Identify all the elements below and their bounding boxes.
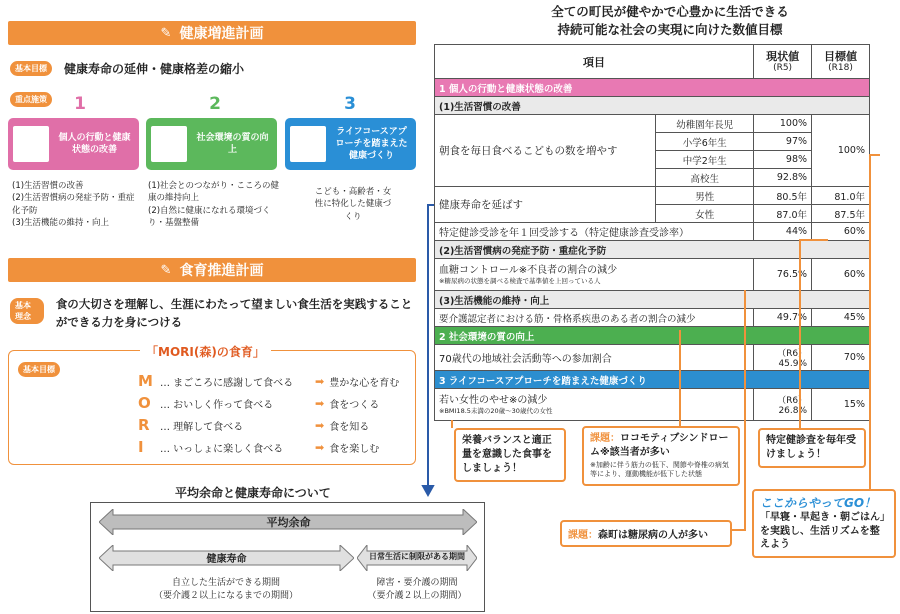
- target-cell: 60%: [812, 223, 870, 241]
- health-plan-title: 健康増進計画: [179, 26, 264, 42]
- philosophy-row: [10, 296, 415, 332]
- life-ext-item: 健康寿命を延ばす: [435, 187, 656, 223]
- mori-text: … おいしく作って食べる: [160, 399, 274, 411]
- pencil-icon: ✎: [160, 25, 172, 41]
- table-heading: [470, 3, 870, 39]
- sugar-item: [435, 259, 754, 291]
- kadai-label: 課題：: [590, 433, 620, 444]
- healthy-desc: [111, 577, 341, 603]
- table-row: [435, 309, 870, 327]
- mori-letter: R: [138, 416, 150, 434]
- focus-list-item: (2)自然に健康になれる環境づくり・基盤整備: [148, 205, 271, 228]
- section-2-row: 2 社会環境の質の向上: [435, 327, 870, 345]
- current-cell: 87.0年: [754, 205, 812, 223]
- philosophy-text: 食の大切さを理解し、生涯にわたって望ましい食生活を実践することができる力を身につける: [55, 297, 413, 329]
- philosophy-tag: 基本理念: [10, 298, 44, 324]
- focus-list-item: (1)社会とのつながり・こころの健康の維持向上: [148, 181, 280, 204]
- current-cell: 76.5%: [754, 259, 812, 291]
- pencil-icon: ✎: [160, 262, 172, 278]
- healthy-life-label: 健康寿命: [206, 554, 247, 565]
- current-cell: 98%: [754, 151, 812, 169]
- thin-text: 若い女性のやせ※の減少: [439, 394, 548, 406]
- sugar-note: ※糖尿病の状態を調べる検査で基準値を上回っている人: [439, 276, 601, 285]
- section-1-row: 1 個人の行動と健康状態の改善: [435, 79, 870, 97]
- focus-image-3: [290, 126, 326, 162]
- target-cell: 45%: [812, 309, 870, 327]
- current-cell: 80.5年: [754, 187, 812, 205]
- focus-label-2: 社会環境の質の向上: [196, 132, 269, 155]
- grade-cell: 高校生: [656, 169, 754, 187]
- focus-label-3: ライフコースアプローチを踏まえた健康づくり: [335, 126, 408, 162]
- focus-list-item: こども・高齢者・女性に特化した健康づくり: [314, 187, 392, 222]
- health-plan-banner: [8, 21, 416, 45]
- table-header-row: [435, 45, 870, 79]
- focus-list-item: (1)生活習慣の改善: [12, 181, 84, 191]
- locomo-note: ※加齢に伴う筋力の低下、関節や脊椎の病気等により、運動機能が低下した状態: [590, 461, 729, 479]
- mori-text: … 理解して食べる: [160, 421, 244, 433]
- go-text: 「早寝・早起き・朝ごはん」を実践し、生活リズムを整えよう: [760, 512, 885, 551]
- header-item: 項目: [435, 45, 754, 79]
- locomo-text: ロコモティブシンドローム※該当者が多い: [590, 433, 729, 458]
- arrow-right-icon: ➡: [315, 374, 325, 388]
- target-cell: 87.5年: [812, 205, 870, 223]
- focus-num-2: 2: [209, 94, 221, 114]
- thin-item: [435, 389, 754, 421]
- kadai-label: 課題：: [568, 530, 598, 541]
- diabetes-text: 森町は糖尿病の人が多い: [598, 530, 708, 541]
- focus-list-item: (2)生活習慣病の発症予防・重症化予防: [12, 193, 135, 216]
- mori-row-o: [138, 392, 408, 414]
- limited-desc-line1: 障害・要介護の期間: [376, 578, 458, 588]
- sugar-text: 血糖コントロール※不良者の割合の減少: [439, 264, 618, 276]
- focus-list-item: (3)生活機能の維持・向上: [12, 217, 110, 228]
- header-current-label: 現状値: [766, 49, 800, 63]
- header-current: [754, 45, 812, 79]
- focus-list-1: [12, 180, 142, 229]
- header-target: [812, 45, 870, 79]
- grade-cell: 小学6年生: [656, 133, 754, 151]
- current-cell: 100%: [754, 115, 812, 133]
- table-heading-line1: 全ての町民が健やかで心豊かに生活できる: [551, 4, 789, 19]
- avg-life-label: 平均余命: [266, 516, 311, 529]
- limited-desc: [353, 577, 481, 603]
- table-row: [435, 345, 870, 371]
- mori-list: [138, 370, 408, 458]
- current-cell: 97%: [754, 133, 812, 151]
- table-row: [435, 115, 870, 133]
- mori-tag-wrap: [18, 362, 60, 377]
- focus-num-3: 3: [344, 94, 356, 114]
- go-callout: [752, 489, 896, 558]
- health-goal-row: [10, 60, 244, 77]
- focus-tag: 重点施策: [10, 92, 52, 107]
- current-cell: 92.8%: [754, 169, 812, 187]
- subsection-1c-row: (3)生活機能の維持・向上: [435, 291, 870, 309]
- sex-cell: 男性: [656, 187, 754, 205]
- mori-text: … いっしょに楽しく食べる: [160, 443, 284, 455]
- locomo-callout: [582, 426, 740, 486]
- mori-title: 「MORI(森)の食育」: [140, 343, 271, 360]
- subsection-1b-row: (2)生活習慣病の発症予防・重症化予防: [435, 241, 870, 259]
- focus-box-3: [285, 118, 416, 170]
- limited-desc-line2: （要介護２以上の期間）: [367, 591, 467, 602]
- life-title: 平均余命と健康寿命について: [175, 486, 331, 500]
- checkup-item: 特定健診受診を年１回受診する（特定健康診査受診率）: [435, 223, 754, 241]
- mori-row-m: [138, 370, 408, 392]
- food-plan-title: 食育推進計画: [179, 263, 264, 279]
- breakfast-item: 朝食を毎日食べるこどもの数を増やす: [435, 115, 656, 187]
- diabetes-callout: [560, 520, 732, 547]
- health-goal-text: 健康寿命の延伸・健康格差の縮小: [64, 62, 245, 76]
- mori-letter: O: [138, 394, 151, 412]
- mori-goal: 豊かな心を育む: [329, 377, 400, 389]
- arrow-right-icon: ➡: [315, 440, 325, 454]
- care-item: 要介護認定者における筋・骨格系疾患のある者の割合の減少: [435, 309, 754, 327]
- focus-box-2: [146, 118, 277, 170]
- thin-note: ※BMI18.5未満の20歳～30歳代の女性: [439, 406, 553, 415]
- header-current-sub: (R5): [773, 62, 793, 73]
- focus-list-3: [312, 186, 394, 223]
- mori-text: … まごころに感謝して食べる: [160, 377, 294, 389]
- focus-num-1: 1: [74, 94, 86, 114]
- mori-goal: 食をつくる: [329, 399, 380, 411]
- limited-period-label: 日常生活に制限がある期間: [369, 552, 465, 561]
- target-cell: 81.0年: [812, 187, 870, 205]
- arrow-right-icon: ➡: [315, 418, 325, 432]
- mori-row-r: [138, 414, 408, 436]
- table-row: [435, 187, 870, 205]
- section-3-row: 3 ライフコースアプローチを踏まえた健康づくり: [435, 371, 870, 389]
- target-cell: 15%: [812, 389, 870, 421]
- mori-letter: M: [138, 372, 153, 390]
- current-cell: 49.7%: [754, 309, 812, 327]
- go-title: ここからやってGO！: [760, 496, 877, 510]
- healthy-desc-line1: 自立した生活ができる期間: [171, 578, 280, 588]
- current-cell: （R6）45.9%: [754, 345, 812, 371]
- subsection-1a-row: (1)生活習慣の改善: [435, 97, 870, 115]
- arrow-right-icon: ➡: [315, 396, 325, 410]
- mori-goal: 食を楽しむ: [329, 443, 380, 455]
- current-cell: （R6）26.8%: [754, 389, 812, 421]
- target-cell: 60%: [812, 259, 870, 291]
- header-target-label: 目標値: [824, 49, 858, 63]
- mori-row-i: [138, 436, 408, 458]
- focus-image-1: [13, 126, 49, 162]
- focus-label-1: 個人の行動と健康状態の改善: [58, 132, 131, 155]
- sex-cell: 女性: [656, 205, 754, 223]
- table-row: [435, 259, 870, 291]
- mori-goal: 食を知る: [329, 421, 370, 433]
- life-box: [90, 502, 485, 612]
- healthy-desc-line2: （要介護２以上になるまでの期間）: [153, 591, 298, 602]
- balance-callout: 栄養バランスと適正量を意識した食事をしましょう！: [454, 428, 566, 482]
- table-heading-line2: 持続可能な社会の実現に向けた数値目標: [557, 22, 783, 38]
- focus-image-2: [151, 126, 187, 162]
- table-row: [435, 223, 870, 241]
- targets-table: [434, 44, 870, 421]
- kenshin-callout: 特定健診査を毎年受けましょう！: [758, 428, 866, 468]
- header-target-sub: (R18): [828, 62, 853, 73]
- focus-list-2: [148, 180, 280, 229]
- mori-letter: I: [138, 438, 144, 456]
- table-row: [435, 389, 870, 421]
- grade-cell: 中学2年生: [656, 151, 754, 169]
- focus-box-1: [8, 118, 139, 170]
- food-plan-banner: [8, 258, 416, 282]
- target-cell: 100%: [812, 115, 870, 187]
- goal-tag: 基本目標: [10, 61, 52, 76]
- current-cell: 44%: [754, 223, 812, 241]
- grade-cell: 幼稚園年長児: [656, 115, 754, 133]
- mori-tag: 基本目標: [18, 362, 60, 377]
- community-item: 70歳代の地域社会活動等への参加割合: [435, 345, 754, 371]
- target-cell: 70%: [812, 345, 870, 371]
